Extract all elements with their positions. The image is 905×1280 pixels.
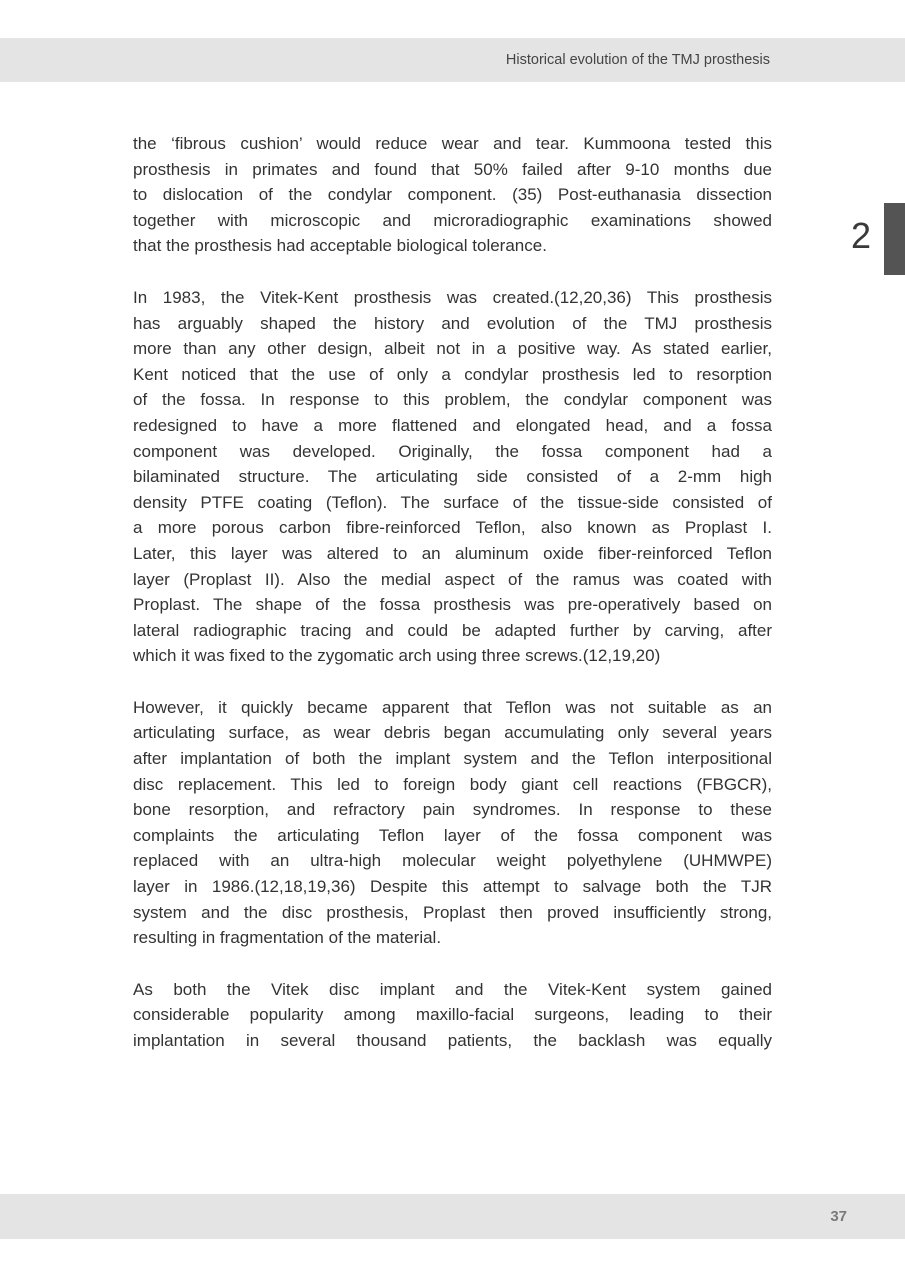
paragraph [133,285,772,669]
text-line: after implantation of both the implant system and the Teflon interpositional [133,749,772,769]
body-text [133,131,772,1080]
text-line: lateral radiographic tracing and could be adapted further by carving, after [133,620,772,640]
text-line: considerable popularity among maxillo-facial surgeons, leading to their [133,1005,772,1025]
text-line: Proplast. The shape of the fossa prosthesis was pre-operatively based on [133,595,772,615]
text-line: together with microscopic and microradiographic examinations showed [133,210,772,230]
chapter-number: 2 [850,215,872,256]
text-line: to dislocation of the condylar component. (35) Post-euthanasia dissection [133,185,772,205]
text-line: implantation in several thousand patients, the backlash was equally [133,1031,772,1050]
text-line: has arguably shaped the history and evolution of the TMJ prosthesis [133,313,772,333]
paragraph [133,977,772,1054]
text-line: of the fossa. In response to this problem, the condylar component was [133,390,772,410]
text-line: disc replacement. This led to foreign body giant cell reactions (FBGCR), [133,774,772,794]
text-line: However, it quickly became apparent that Teflon was not suitable as an [133,697,772,717]
text-line: replaced with an ultra-high molecular weight polyethylene (UHMWPE) [133,851,772,871]
text-line: bone resorption, and refractory pain syndromes. In response to these [133,800,772,820]
text-line: layer (Proplast II). Also the medial aspect of the ramus was coated with [133,569,772,589]
paragraph [133,131,772,259]
text-line: layer in 1986.(12,18,19,36) Despite this attempt to salvage both the TJR [133,877,772,897]
text-line: that the prosthesis had acceptable biological tolerance. [133,236,547,256]
chapter-thumb-tab [884,203,905,275]
running-header [0,38,905,82]
text-line: the ‘fibrous cushion’ would reduce wear and tear. Kummoona tested this [133,134,772,153]
text-line: As both the Vitek disc implant and the Vitek-Kent system gained [133,979,772,999]
text-line: component was developed. Originally, the fossa component had a [133,441,772,461]
text-line: density PTFE coating (Teflon). The surface of the tissue-side consisted of [133,492,772,512]
text-line: articulating surface, as wear debris began accumulating only several years [133,723,772,743]
page-footer [0,1194,905,1239]
text-line: Later, this layer was altered to an aluminum oxide fiber-reinforced Teflon [133,543,772,563]
text-line: bilaminated structure. The articulating side consisted of a 2-mm high [133,467,772,487]
text-line: Kent noticed that the use of only a condylar prosthesis led to resorption [133,364,772,384]
paragraph [133,695,772,951]
text-line: more than any other design, albeit not in a positive way. As stated earlier, [133,339,772,359]
page-number: 37 [830,1208,847,1225]
text-line: prosthesis in primates and found that 50% failed after 9-10 months due [133,159,772,179]
text-line: which it was fixed to the zygomatic arch using three screws.(12,19,20) [133,646,661,666]
text-line: resulting in fragmentation of the material. [133,928,442,948]
text-line: complaints the articulating Teflon layer of the fossa component was [133,825,772,845]
text-line: redesigned to have a more flattened and elongated head, and a fossa [133,415,772,435]
text-line: a more porous carbon fibre-reinforced Teflon, also known as Proplast I. [133,518,772,538]
text-line: system and the disc prosthesis, Proplast then proved insufficiently strong, [133,902,772,922]
text-line: In 1983, the Vitek-Kent prosthesis was created.(12,20,36) This prosthesis [133,287,772,307]
running-head-title: Historical evolution of the TMJ prosthesis [505,52,770,68]
